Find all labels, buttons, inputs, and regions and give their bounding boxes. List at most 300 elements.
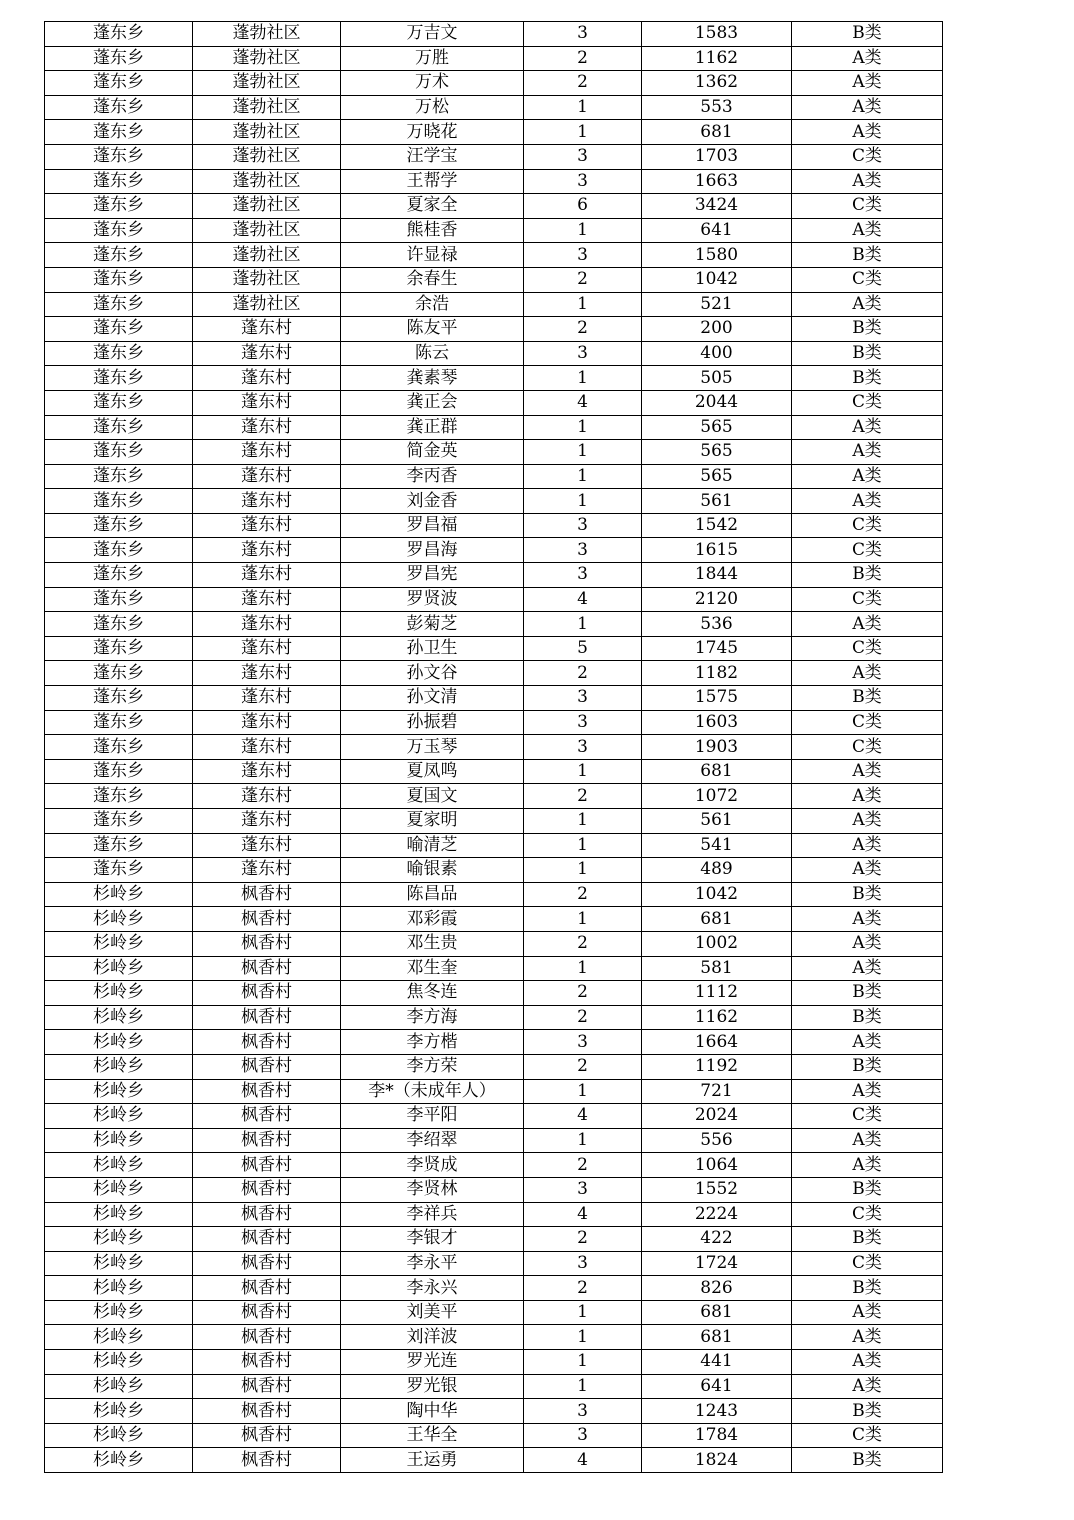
table-row bbox=[45, 513, 943, 538]
name-cell: 李祥兵 bbox=[341, 1202, 524, 1227]
township-cell: 蓬东乡 bbox=[45, 120, 193, 145]
category-cell: C类 bbox=[792, 710, 943, 735]
name-cell: 李*（未成年人） bbox=[341, 1079, 524, 1104]
village-cell: 枫香村 bbox=[193, 1054, 341, 1079]
village-cell: 蓬勃社区 bbox=[193, 46, 341, 71]
name-cell: 喻清芝 bbox=[341, 833, 524, 858]
amount-cell: 561 bbox=[642, 809, 792, 834]
village-cell: 蓬东村 bbox=[193, 440, 341, 465]
township-cell: 杉岭乡 bbox=[45, 1153, 193, 1178]
township-cell: 杉岭乡 bbox=[45, 1054, 193, 1079]
name-cell: 王运勇 bbox=[341, 1448, 524, 1473]
amount-cell: 422 bbox=[642, 1227, 792, 1252]
name-cell: 许显禄 bbox=[341, 243, 524, 268]
township-cell: 蓬东乡 bbox=[45, 759, 193, 784]
village-cell: 枫香村 bbox=[193, 1128, 341, 1153]
name-cell: 陈昌品 bbox=[341, 882, 524, 907]
category-cell: A类 bbox=[792, 1030, 943, 1055]
household-size-cell: 1 bbox=[524, 809, 642, 834]
township-cell: 杉岭乡 bbox=[45, 981, 193, 1006]
village-cell: 枫香村 bbox=[193, 1423, 341, 1448]
category-cell: B类 bbox=[792, 366, 943, 391]
household-size-cell: 2 bbox=[524, 1054, 642, 1079]
township-cell: 杉岭乡 bbox=[45, 1177, 193, 1202]
table-row bbox=[45, 489, 943, 514]
village-cell: 蓬东村 bbox=[193, 390, 341, 415]
amount-cell: 681 bbox=[642, 1300, 792, 1325]
township-cell: 蓬东乡 bbox=[45, 366, 193, 391]
table-row bbox=[45, 1202, 943, 1227]
name-cell: 万晓花 bbox=[341, 120, 524, 145]
village-cell: 蓬东村 bbox=[193, 513, 341, 538]
amount-cell: 1162 bbox=[642, 46, 792, 71]
township-cell: 蓬东乡 bbox=[45, 46, 193, 71]
amount-cell: 1615 bbox=[642, 538, 792, 563]
amount-cell: 1042 bbox=[642, 882, 792, 907]
household-size-cell: 1 bbox=[524, 858, 642, 883]
name-cell: 李贤林 bbox=[341, 1177, 524, 1202]
household-size-cell: 1 bbox=[524, 218, 642, 243]
name-cell: 夏家全 bbox=[341, 194, 524, 219]
category-cell: A类 bbox=[792, 858, 943, 883]
name-cell: 陶中华 bbox=[341, 1399, 524, 1424]
township-cell: 蓬东乡 bbox=[45, 833, 193, 858]
category-cell: A类 bbox=[792, 1350, 943, 1375]
village-cell: 枫香村 bbox=[193, 1177, 341, 1202]
township-cell: 蓬东乡 bbox=[45, 513, 193, 538]
township-cell: 蓬东乡 bbox=[45, 95, 193, 120]
amount-cell: 1182 bbox=[642, 661, 792, 686]
name-cell: 李丙香 bbox=[341, 464, 524, 489]
township-cell: 杉岭乡 bbox=[45, 1374, 193, 1399]
amount-cell: 1844 bbox=[642, 563, 792, 588]
table-row bbox=[45, 1177, 943, 1202]
household-size-cell: 2 bbox=[524, 71, 642, 96]
table-row bbox=[45, 120, 943, 145]
household-size-cell: 1 bbox=[524, 366, 642, 391]
household-size-cell: 4 bbox=[524, 390, 642, 415]
table-row bbox=[45, 661, 943, 686]
amount-cell: 2024 bbox=[642, 1104, 792, 1129]
township-cell: 杉岭乡 bbox=[45, 1423, 193, 1448]
village-cell: 蓬勃社区 bbox=[193, 194, 341, 219]
amount-cell: 565 bbox=[642, 415, 792, 440]
category-cell: A类 bbox=[792, 784, 943, 809]
amount-cell: 1824 bbox=[642, 1448, 792, 1473]
name-cell: 余浩 bbox=[341, 292, 524, 317]
amount-cell: 1072 bbox=[642, 784, 792, 809]
name-cell: 邓生奎 bbox=[341, 956, 524, 981]
amount-cell: 826 bbox=[642, 1276, 792, 1301]
category-cell: A类 bbox=[792, 612, 943, 637]
township-cell: 杉岭乡 bbox=[45, 1399, 193, 1424]
table-row bbox=[45, 1300, 943, 1325]
amount-cell: 1243 bbox=[642, 1399, 792, 1424]
table-row bbox=[45, 415, 943, 440]
table-row bbox=[45, 833, 943, 858]
name-cell: 罗光银 bbox=[341, 1374, 524, 1399]
village-cell: 枫香村 bbox=[193, 1276, 341, 1301]
village-cell: 枫香村 bbox=[193, 1227, 341, 1252]
category-cell: B类 bbox=[792, 1448, 943, 1473]
village-cell: 蓬东村 bbox=[193, 612, 341, 637]
table-row bbox=[45, 95, 943, 120]
household-size-cell: 1 bbox=[524, 956, 642, 981]
table-row bbox=[45, 710, 943, 735]
table-row bbox=[45, 931, 943, 956]
category-cell: C类 bbox=[792, 513, 943, 538]
name-cell: 李永兴 bbox=[341, 1276, 524, 1301]
village-cell: 蓬东村 bbox=[193, 563, 341, 588]
township-cell: 蓬东乡 bbox=[45, 194, 193, 219]
category-cell: A类 bbox=[792, 169, 943, 194]
name-cell: 李绍翠 bbox=[341, 1128, 524, 1153]
village-cell: 蓬勃社区 bbox=[193, 267, 341, 292]
name-cell: 孙振碧 bbox=[341, 710, 524, 735]
household-size-cell: 2 bbox=[524, 46, 642, 71]
township-cell: 蓬东乡 bbox=[45, 22, 193, 47]
category-cell: A类 bbox=[792, 292, 943, 317]
name-cell: 万松 bbox=[341, 95, 524, 120]
name-cell: 熊桂香 bbox=[341, 218, 524, 243]
name-cell: 李贤成 bbox=[341, 1153, 524, 1178]
amount-cell: 1112 bbox=[642, 981, 792, 1006]
table-row bbox=[45, 464, 943, 489]
name-cell: 王华全 bbox=[341, 1423, 524, 1448]
table-row bbox=[45, 1423, 943, 1448]
table-body bbox=[45, 22, 943, 1473]
household-size-cell: 1 bbox=[524, 907, 642, 932]
household-size-cell: 3 bbox=[524, 22, 642, 47]
village-cell: 蓬东村 bbox=[193, 735, 341, 760]
household-size-cell: 3 bbox=[524, 735, 642, 760]
amount-cell: 556 bbox=[642, 1128, 792, 1153]
table-row bbox=[45, 169, 943, 194]
table-row bbox=[45, 784, 943, 809]
category-cell: A类 bbox=[792, 120, 943, 145]
household-size-cell: 1 bbox=[524, 95, 642, 120]
category-cell: C类 bbox=[792, 587, 943, 612]
category-cell: B类 bbox=[792, 341, 943, 366]
category-cell: A类 bbox=[792, 440, 943, 465]
township-cell: 蓬东乡 bbox=[45, 317, 193, 342]
township-cell: 蓬东乡 bbox=[45, 415, 193, 440]
township-cell: 杉岭乡 bbox=[45, 1448, 193, 1473]
village-cell: 蓬勃社区 bbox=[193, 169, 341, 194]
table-row bbox=[45, 1054, 943, 1079]
amount-cell: 1162 bbox=[642, 1005, 792, 1030]
village-cell: 蓬勃社区 bbox=[193, 95, 341, 120]
village-cell: 蓬东村 bbox=[193, 341, 341, 366]
name-cell: 李平阳 bbox=[341, 1104, 524, 1129]
name-cell: 万术 bbox=[341, 71, 524, 96]
village-cell: 蓬东村 bbox=[193, 366, 341, 391]
category-cell: A类 bbox=[792, 464, 943, 489]
household-size-cell: 1 bbox=[524, 440, 642, 465]
beneficiary-table bbox=[44, 21, 943, 1473]
township-cell: 蓬东乡 bbox=[45, 587, 193, 612]
table-row bbox=[45, 440, 943, 465]
category-cell: B类 bbox=[792, 22, 943, 47]
amount-cell: 641 bbox=[642, 1374, 792, 1399]
household-size-cell: 2 bbox=[524, 1005, 642, 1030]
amount-cell: 1580 bbox=[642, 243, 792, 268]
category-cell: B类 bbox=[792, 317, 943, 342]
household-size-cell: 4 bbox=[524, 1202, 642, 1227]
township-cell: 杉岭乡 bbox=[45, 1104, 193, 1129]
table-row bbox=[45, 858, 943, 883]
name-cell: 夏国文 bbox=[341, 784, 524, 809]
category-cell: B类 bbox=[792, 1177, 943, 1202]
name-cell: 李银才 bbox=[341, 1227, 524, 1252]
household-size-cell: 1 bbox=[524, 1374, 642, 1399]
village-cell: 蓬勃社区 bbox=[193, 71, 341, 96]
village-cell: 蓬勃社区 bbox=[193, 243, 341, 268]
township-cell: 蓬东乡 bbox=[45, 538, 193, 563]
village-cell: 蓬勃社区 bbox=[193, 292, 341, 317]
name-cell: 汪学宝 bbox=[341, 144, 524, 169]
township-cell: 蓬东乡 bbox=[45, 267, 193, 292]
category-cell: C类 bbox=[792, 390, 943, 415]
household-size-cell: 1 bbox=[524, 1350, 642, 1375]
category-cell: B类 bbox=[792, 1399, 943, 1424]
table-row bbox=[45, 1374, 943, 1399]
table-row bbox=[45, 563, 943, 588]
village-cell: 枫香村 bbox=[193, 1300, 341, 1325]
village-cell: 蓬东村 bbox=[193, 464, 341, 489]
category-cell: A类 bbox=[792, 956, 943, 981]
village-cell: 蓬东村 bbox=[193, 636, 341, 661]
township-cell: 杉岭乡 bbox=[45, 1128, 193, 1153]
household-size-cell: 3 bbox=[524, 169, 642, 194]
table-row bbox=[45, 686, 943, 711]
village-cell: 枫香村 bbox=[193, 956, 341, 981]
village-cell: 蓬东村 bbox=[193, 415, 341, 440]
name-cell: 彭菊芝 bbox=[341, 612, 524, 637]
township-cell: 杉岭乡 bbox=[45, 1030, 193, 1055]
table-row bbox=[45, 956, 943, 981]
village-cell: 枫香村 bbox=[193, 1350, 341, 1375]
name-cell: 龚素琴 bbox=[341, 366, 524, 391]
township-cell: 杉岭乡 bbox=[45, 931, 193, 956]
table-row bbox=[45, 1128, 943, 1153]
household-size-cell: 2 bbox=[524, 784, 642, 809]
category-cell: A类 bbox=[792, 1325, 943, 1350]
name-cell: 孙卫生 bbox=[341, 636, 524, 661]
name-cell: 罗光连 bbox=[341, 1350, 524, 1375]
household-size-cell: 1 bbox=[524, 464, 642, 489]
township-cell: 蓬东乡 bbox=[45, 735, 193, 760]
name-cell: 陈友平 bbox=[341, 317, 524, 342]
household-size-cell: 3 bbox=[524, 1423, 642, 1448]
household-size-cell: 1 bbox=[524, 292, 642, 317]
table-row bbox=[45, 366, 943, 391]
category-cell: A类 bbox=[792, 809, 943, 834]
township-cell: 蓬东乡 bbox=[45, 858, 193, 883]
amount-cell: 1362 bbox=[642, 71, 792, 96]
name-cell: 邓生贵 bbox=[341, 931, 524, 956]
amount-cell: 1664 bbox=[642, 1030, 792, 1055]
name-cell: 万玉琴 bbox=[341, 735, 524, 760]
household-size-cell: 1 bbox=[524, 489, 642, 514]
village-cell: 蓬勃社区 bbox=[193, 218, 341, 243]
name-cell: 孙文谷 bbox=[341, 661, 524, 686]
village-cell: 枫香村 bbox=[193, 1153, 341, 1178]
village-cell: 枫香村 bbox=[193, 1005, 341, 1030]
table-row bbox=[45, 22, 943, 47]
name-cell: 邓彩霞 bbox=[341, 907, 524, 932]
township-cell: 蓬东乡 bbox=[45, 144, 193, 169]
amount-cell: 565 bbox=[642, 440, 792, 465]
category-cell: C类 bbox=[792, 1202, 943, 1227]
household-size-cell: 3 bbox=[524, 1251, 642, 1276]
township-cell: 杉岭乡 bbox=[45, 1005, 193, 1030]
amount-cell: 553 bbox=[642, 95, 792, 120]
amount-cell: 2224 bbox=[642, 1202, 792, 1227]
township-cell: 杉岭乡 bbox=[45, 907, 193, 932]
township-cell: 蓬东乡 bbox=[45, 440, 193, 465]
household-size-cell: 1 bbox=[524, 612, 642, 637]
village-cell: 枫香村 bbox=[193, 1030, 341, 1055]
household-size-cell: 4 bbox=[524, 1448, 642, 1473]
table-row bbox=[45, 1079, 943, 1104]
household-size-cell: 3 bbox=[524, 686, 642, 711]
amount-cell: 1583 bbox=[642, 22, 792, 47]
table-row bbox=[45, 1030, 943, 1055]
amount-cell: 1784 bbox=[642, 1423, 792, 1448]
amount-cell: 1575 bbox=[642, 686, 792, 711]
household-size-cell: 3 bbox=[524, 144, 642, 169]
household-size-cell: 3 bbox=[524, 538, 642, 563]
category-cell: B类 bbox=[792, 1005, 943, 1030]
category-cell: B类 bbox=[792, 563, 943, 588]
household-size-cell: 2 bbox=[524, 882, 642, 907]
name-cell: 孙文清 bbox=[341, 686, 524, 711]
table-row bbox=[45, 538, 943, 563]
amount-cell: 1703 bbox=[642, 144, 792, 169]
name-cell: 龚正会 bbox=[341, 390, 524, 415]
village-cell: 蓬东村 bbox=[193, 489, 341, 514]
category-cell: B类 bbox=[792, 1054, 943, 1079]
name-cell: 简金英 bbox=[341, 440, 524, 465]
village-cell: 枫香村 bbox=[193, 907, 341, 932]
category-cell: C类 bbox=[792, 194, 943, 219]
household-size-cell: 3 bbox=[524, 563, 642, 588]
amount-cell: 1192 bbox=[642, 1054, 792, 1079]
category-cell: C类 bbox=[792, 144, 943, 169]
township-cell: 杉岭乡 bbox=[45, 1300, 193, 1325]
amount-cell: 2120 bbox=[642, 587, 792, 612]
table-row bbox=[45, 907, 943, 932]
household-size-cell: 1 bbox=[524, 1300, 642, 1325]
name-cell: 余春生 bbox=[341, 267, 524, 292]
table-row bbox=[45, 243, 943, 268]
household-size-cell: 3 bbox=[524, 341, 642, 366]
category-cell: A类 bbox=[792, 931, 943, 956]
table-row bbox=[45, 317, 943, 342]
category-cell: B类 bbox=[792, 686, 943, 711]
household-size-cell: 2 bbox=[524, 267, 642, 292]
category-cell: C类 bbox=[792, 735, 943, 760]
village-cell: 蓬东村 bbox=[193, 833, 341, 858]
household-size-cell: 2 bbox=[524, 1153, 642, 1178]
amount-cell: 3424 bbox=[642, 194, 792, 219]
township-cell: 蓬东乡 bbox=[45, 390, 193, 415]
amount-cell: 541 bbox=[642, 833, 792, 858]
category-cell: B类 bbox=[792, 1227, 943, 1252]
amount-cell: 681 bbox=[642, 907, 792, 932]
table-row bbox=[45, 71, 943, 96]
category-cell: A类 bbox=[792, 46, 943, 71]
amount-cell: 681 bbox=[642, 120, 792, 145]
village-cell: 枫香村 bbox=[193, 1399, 341, 1424]
township-cell: 蓬东乡 bbox=[45, 686, 193, 711]
table-row bbox=[45, 341, 943, 366]
table-row bbox=[45, 612, 943, 637]
household-size-cell: 4 bbox=[524, 587, 642, 612]
amount-cell: 681 bbox=[642, 759, 792, 784]
village-cell: 枫香村 bbox=[193, 1202, 341, 1227]
amount-cell: 1663 bbox=[642, 169, 792, 194]
amount-cell: 681 bbox=[642, 1325, 792, 1350]
village-cell: 蓬东村 bbox=[193, 759, 341, 784]
township-cell: 蓬东乡 bbox=[45, 464, 193, 489]
amount-cell: 1042 bbox=[642, 267, 792, 292]
category-cell: A类 bbox=[792, 759, 943, 784]
village-cell: 蓬东村 bbox=[193, 661, 341, 686]
name-cell: 罗昌宪 bbox=[341, 563, 524, 588]
household-size-cell: 3 bbox=[524, 513, 642, 538]
table-row bbox=[45, 809, 943, 834]
table-row bbox=[45, 1448, 943, 1473]
name-cell: 陈云 bbox=[341, 341, 524, 366]
category-cell: B类 bbox=[792, 882, 943, 907]
category-cell: C类 bbox=[792, 267, 943, 292]
table-row bbox=[45, 1276, 943, 1301]
amount-cell: 565 bbox=[642, 464, 792, 489]
household-size-cell: 3 bbox=[524, 243, 642, 268]
table-row bbox=[45, 981, 943, 1006]
household-size-cell: 3 bbox=[524, 1399, 642, 1424]
township-cell: 蓬东乡 bbox=[45, 169, 193, 194]
category-cell: A类 bbox=[792, 833, 943, 858]
amount-cell: 400 bbox=[642, 341, 792, 366]
household-size-cell: 2 bbox=[524, 1276, 642, 1301]
household-size-cell: 2 bbox=[524, 317, 642, 342]
household-size-cell: 1 bbox=[524, 1128, 642, 1153]
village-cell: 蓬东村 bbox=[193, 710, 341, 735]
village-cell: 枫香村 bbox=[193, 981, 341, 1006]
name-cell: 罗昌福 bbox=[341, 513, 524, 538]
amount-cell: 489 bbox=[642, 858, 792, 883]
household-size-cell: 3 bbox=[524, 1030, 642, 1055]
amount-cell: 1745 bbox=[642, 636, 792, 661]
table-row bbox=[45, 1325, 943, 1350]
table-row bbox=[45, 882, 943, 907]
table-row bbox=[45, 1251, 943, 1276]
household-size-cell: 1 bbox=[524, 1079, 642, 1104]
village-cell: 枫香村 bbox=[193, 1374, 341, 1399]
category-cell: B类 bbox=[792, 1276, 943, 1301]
household-size-cell: 6 bbox=[524, 194, 642, 219]
category-cell: A类 bbox=[792, 1374, 943, 1399]
township-cell: 蓬东乡 bbox=[45, 784, 193, 809]
table-row bbox=[45, 1005, 943, 1030]
table-row bbox=[45, 390, 943, 415]
household-size-cell: 1 bbox=[524, 1325, 642, 1350]
table-row bbox=[45, 1399, 943, 1424]
name-cell: 刘金香 bbox=[341, 489, 524, 514]
